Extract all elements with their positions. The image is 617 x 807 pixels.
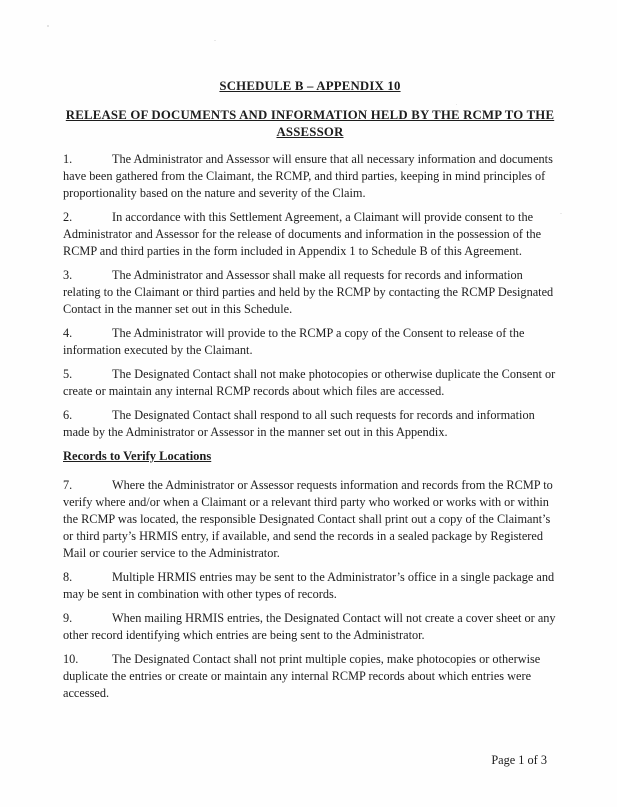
paragraph-2 [63,209,557,260]
paragraph-7 [63,477,557,562]
paragraph-3 [63,267,557,318]
scan-speck [47,25,49,27]
paragraph-5 [63,366,557,400]
paragraph-number: 3. [63,268,73,282]
paragraph-8 [63,569,557,603]
scan-speck [456,104,457,105]
paragraph-6 [63,407,557,441]
section-heading-records-to-verify-locations: Records to Verify Locations [63,449,212,463]
paragraph-number: 1. [63,152,73,166]
paragraph-text: The Administrator will provide to the RCMP a copy of the Consent to release of the information executed by the Claimant. [63,326,525,357]
paragraph-number: 4. [63,326,73,340]
paragraph-text: The Designated Contact shall respond to all such requests for records and information made by the Administrator or Assessor in the manner set out in this Appendix. [63,408,535,439]
paragraph-number: 8. [63,570,73,584]
page-number: Page 1 of 3 [491,753,547,767]
paragraph-10 [63,651,557,702]
document-subtitle: RELEASE OF DOCUMENTS AND INFORMATION HELD BY THE RCMP TO THE ASSESSOR [65,108,555,139]
paragraph-text: Multiple HRMIS entries may be sent to the Administrator’s office in a single package and may be sent in combination with other types of records. [63,570,555,601]
paragraph-text: The Administrator and Assessor will ensure that all necessary information and documents have been gathered from the Claimant, the RCMP, and third parties, keeping in mind principles of proportionality based on the nature and severity of the Claim. [63,152,553,200]
paragraph-number: 2. [63,210,73,224]
paragraph-text: In accordance with this Settlement Agreement, a Claimant will provide consent to the Administrator and Assessor for the release of documents and information in the possession of the RCMP and third parties in the form included in Appendix 1 to Schedule B of this Agreement. [63,210,542,258]
paragraph-text: Where the Administrator or Assessor requests information and records from the RCMP to verify where and/or when a Claimant or a relevant third party who worked or works with or within the RCMP was located, the responsible Designated Contact shall print out a copy of the Claimant’s or third party’s HRMIS entry, if available, and send the records in a sealed package by Registered Mail or courier service to the Administrator. [63,478,553,560]
paragraph-number: 10. [63,652,79,666]
paragraph-number: 7. [63,478,73,492]
paragraph-text: The Administrator and Assessor shall make all requests for records and information relating to the Claimant or third parties and held by the RCMP by contacting the RCMP Designated Contact in the manner set out in this Schedule. [63,268,554,316]
paragraph-text: The Designated Contact shall not make photocopies or otherwise duplicate the Consent or create or maintain any internal RCMP records about which files are accessed. [63,367,556,398]
scan-speck [214,40,216,41]
paragraph-number: 9. [63,611,73,625]
document-body [63,151,557,702]
paragraph-number: 6. [63,408,73,422]
document-title: SCHEDULE B – APPENDIX 10 [219,79,401,93]
paragraph-number: 5. [63,367,73,381]
scan-speck [560,213,562,214]
paragraph-4 [63,325,557,359]
paragraph-text: The Designated Contact shall not print multiple copies, make photocopies or otherwise duplicate the entries or create or maintain any internal RCMP records about which entries were accessed. [63,652,541,700]
paragraph-1 [63,151,557,202]
paragraph-text: When mailing HRMIS entries, the Designated Contact will not create a cover sheet or any other record identifying which entries are being sent to the Administrator. [63,611,556,642]
paragraph-9 [63,610,557,644]
